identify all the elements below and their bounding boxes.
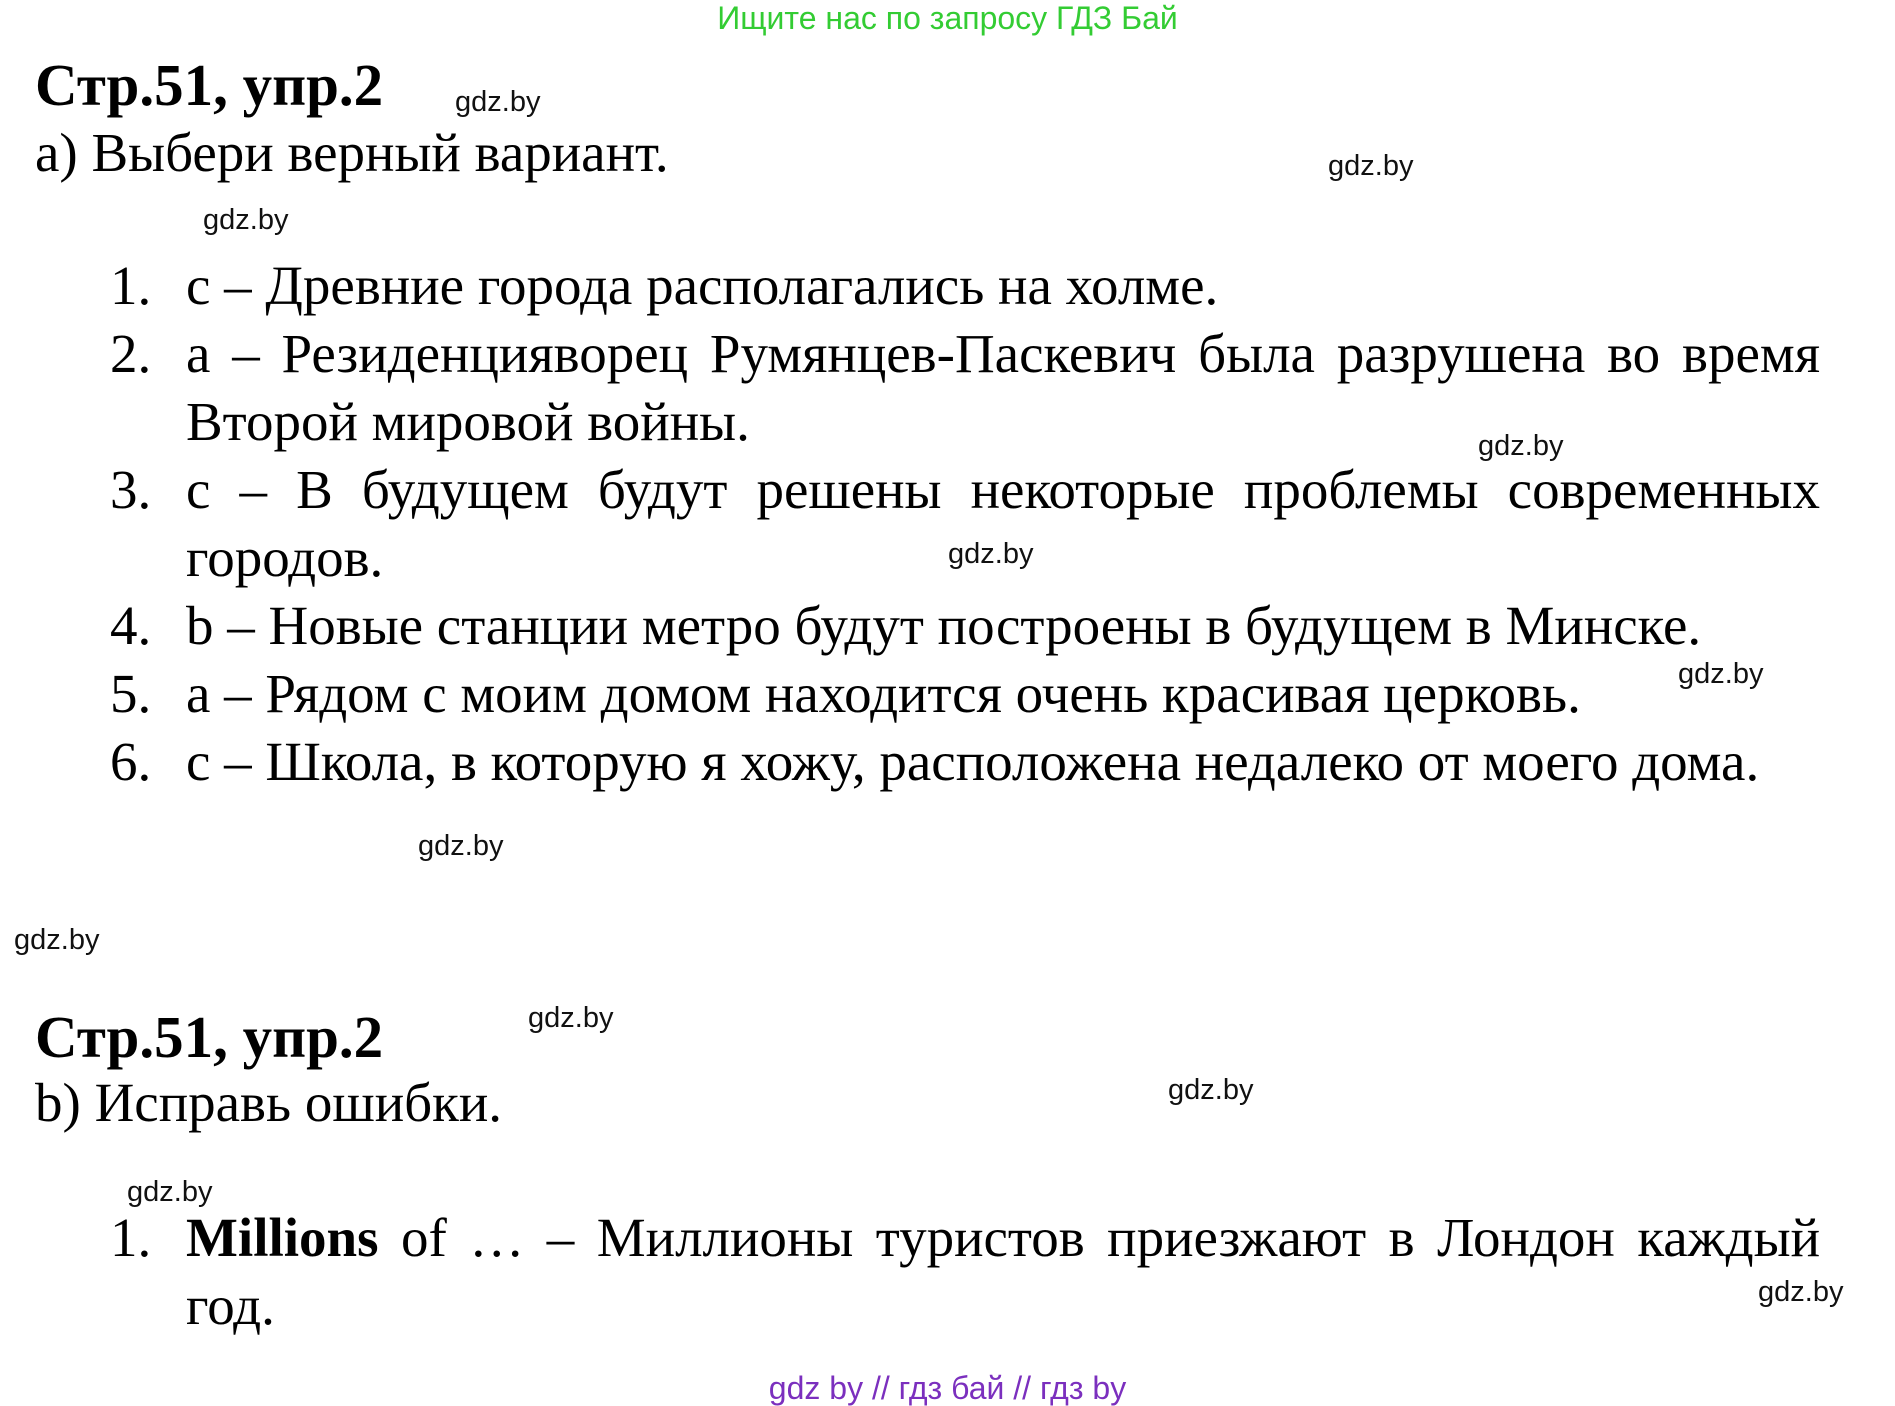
item-text: b – Новые станции метро будут построены в будущем в Минске. <box>186 595 1702 656</box>
item-number: 1. <box>110 255 152 316</box>
watermark: gdz.by <box>1168 1074 1254 1106</box>
watermark: gdz.by <box>1328 150 1414 182</box>
section-b-instruction: b) Исправь ошибки. <box>35 1072 503 1133</box>
item-number: 6. <box>110 731 152 792</box>
item-number: 5. <box>110 663 152 724</box>
item-number: 4. <box>110 595 152 656</box>
watermark: gdz.by <box>1478 430 1564 462</box>
watermark: gdz.by <box>127 1176 213 1208</box>
item-text: a – Рядом с моим домом находится очень красивая церковь. <box>186 663 1581 724</box>
list-item <box>110 252 1820 320</box>
watermark: gdz.by <box>14 924 100 956</box>
section-a-heading: Стр.51, упр.2 <box>35 52 384 118</box>
list-item <box>110 728 1820 796</box>
watermark: gdz.by <box>418 830 504 862</box>
watermark: gdz.by <box>203 204 289 236</box>
section-a-list <box>110 252 1820 796</box>
section-a-instruction: a) Выбери верный вариант. <box>35 122 669 183</box>
section-b-list <box>110 1204 1820 1340</box>
watermark: gdz.by <box>455 86 541 118</box>
top-banner: Ищите нас по запросу ГДЗ Бай <box>717 0 1178 36</box>
list-item <box>110 456 1820 592</box>
watermark: gdz.by <box>1758 1276 1844 1308</box>
item-text: c – Древние города располагались на холме. <box>186 255 1219 316</box>
section-b-heading: Стр.51, упр.2 <box>35 1004 384 1070</box>
watermark: gdz.by <box>948 538 1034 570</box>
list-item <box>110 592 1820 660</box>
item-text: c – В будущем будут решены некоторые проблемы современных городов. <box>186 459 1820 588</box>
item-rest-text: of … – Миллионы туристов приезжают в Лондон каждый год. <box>186 1207 1820 1336</box>
item-text <box>186 1204 1820 1340</box>
watermark: gdz.by <box>1678 658 1764 690</box>
watermark: gdz.by <box>528 1002 614 1034</box>
item-text: a – Резиденцияворец Румянцев-Паскевич была разрушена во время Второй мировой войны. <box>186 323 1820 452</box>
item-text: c – Школа, в которую я хожу, расположена недалеко от моего дома. <box>186 731 1760 792</box>
item-bold-word: Millions <box>186 1207 379 1268</box>
list-item <box>110 320 1820 456</box>
item-number: 3. <box>110 459 152 520</box>
list-item <box>110 660 1820 728</box>
list-item <box>110 1204 1820 1340</box>
footer-links: gdz by // гдз бай // гдз by <box>768 1370 1127 1406</box>
item-number: 1. <box>110 1207 152 1268</box>
item-number: 2. <box>110 323 152 384</box>
